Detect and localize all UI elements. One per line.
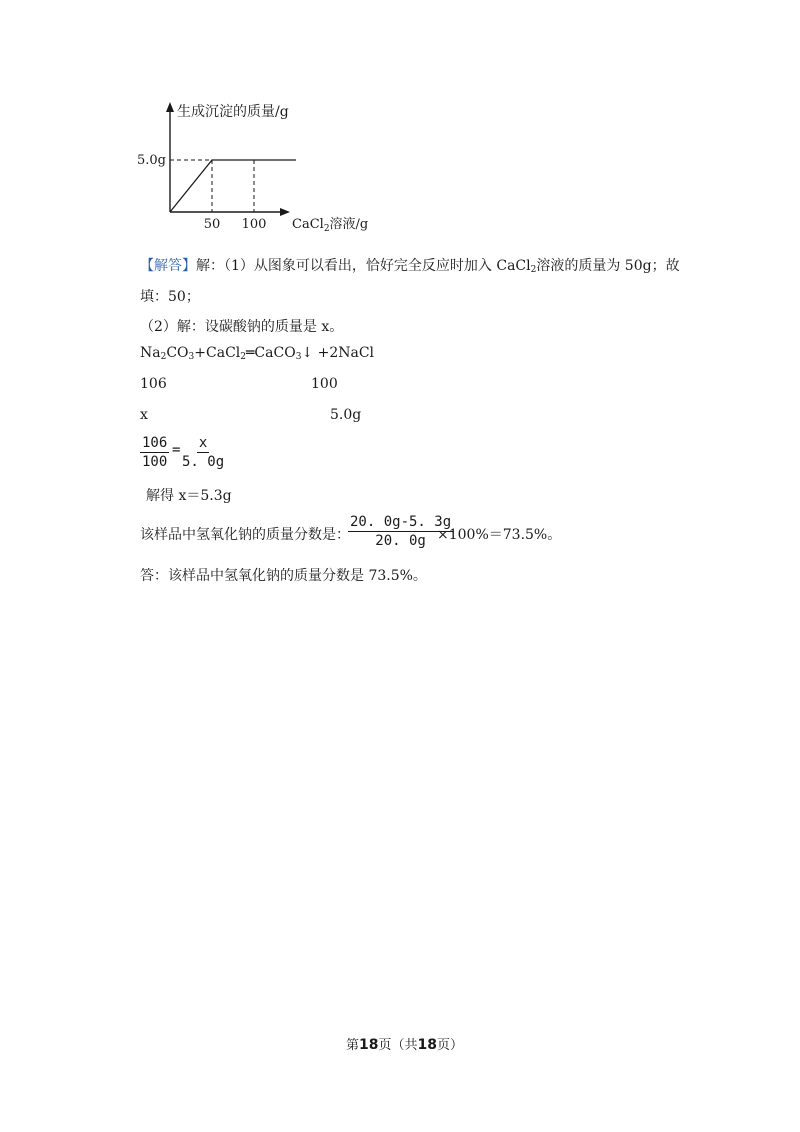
y-axis-arrow (166, 102, 174, 112)
final-answer: 答：该样品中氢氧化钠的质量分数是 73.5%。 (140, 568, 427, 584)
answer-line-3: （2）解：设碳酸钠的质量是 x。 (140, 319, 344, 335)
unknown-left: x (140, 407, 148, 423)
solve-line: 解得 x＝5.3g (146, 488, 232, 504)
eq-part: +CaCl (194, 345, 241, 361)
subscript: 3 (295, 352, 302, 362)
chemical-equation (140, 345, 374, 362)
eq-part: ↓ +2NaCl (301, 345, 375, 361)
series-line (170, 160, 296, 212)
fraction-denominator: 100 (142, 454, 168, 470)
molar-mass-right: 100 (311, 376, 338, 392)
fraction-denominator: 20. 0g (375, 533, 426, 549)
footer-text: 页） (437, 1038, 464, 1053)
footer-text: 页（共 (378, 1038, 418, 1053)
answer-line-2: 填：50； (140, 289, 200, 305)
answer-line1a: 解：（1）从图象可以看出，恰好完全反应时加入 CaCl (196, 258, 531, 274)
known-right: 5.0g (330, 407, 362, 423)
ratio-fraction-right (182, 435, 224, 470)
x-axis-arrow (280, 208, 290, 216)
answer-tag: 【解答】 (140, 258, 196, 274)
precipitate-chart (0, 0, 800, 260)
page-total: 18 (417, 1037, 437, 1053)
eq-part: Na (140, 345, 161, 361)
subscript: 2 (240, 352, 246, 362)
fraction-result: ×100%＝73.5%。 (437, 527, 562, 543)
fraction-denominator: 5. 0g (182, 454, 225, 470)
y-axis-label: 生成沉淀的质量/g (177, 104, 289, 120)
eq-part: CO (166, 345, 189, 361)
page-number: 18 (359, 1037, 379, 1053)
fraction-numerator: 106 (142, 435, 168, 451)
fraction-numerator: 20. 0g-5. 3g (350, 514, 452, 530)
ratio-equals: = (172, 442, 181, 458)
footer-text: 第 (346, 1038, 360, 1053)
x-tick-label: 100 (241, 217, 267, 232)
subscript: 3 (188, 352, 195, 362)
subscript: 2 (530, 265, 537, 275)
eq-part: ═CaCO (246, 345, 296, 361)
x-tick-label: 50 (203, 217, 221, 232)
page-footer (346, 1034, 463, 1053)
molar-mass-left: 106 (140, 376, 167, 392)
x-axis-label: CaCl$_2$溶液/g (292, 217, 369, 234)
ratio-fraction-left (140, 435, 169, 470)
fraction-numerator: x (198, 435, 208, 451)
answer-line1b: 溶液的质量为 50g；故 (536, 258, 680, 274)
y-tick-label: 5.0g (137, 153, 166, 168)
answer-line-1 (140, 255, 680, 275)
fraction-label: 该样品中氢氧化钠的质量分数是： (140, 527, 350, 543)
subscript: 2 (160, 352, 167, 362)
